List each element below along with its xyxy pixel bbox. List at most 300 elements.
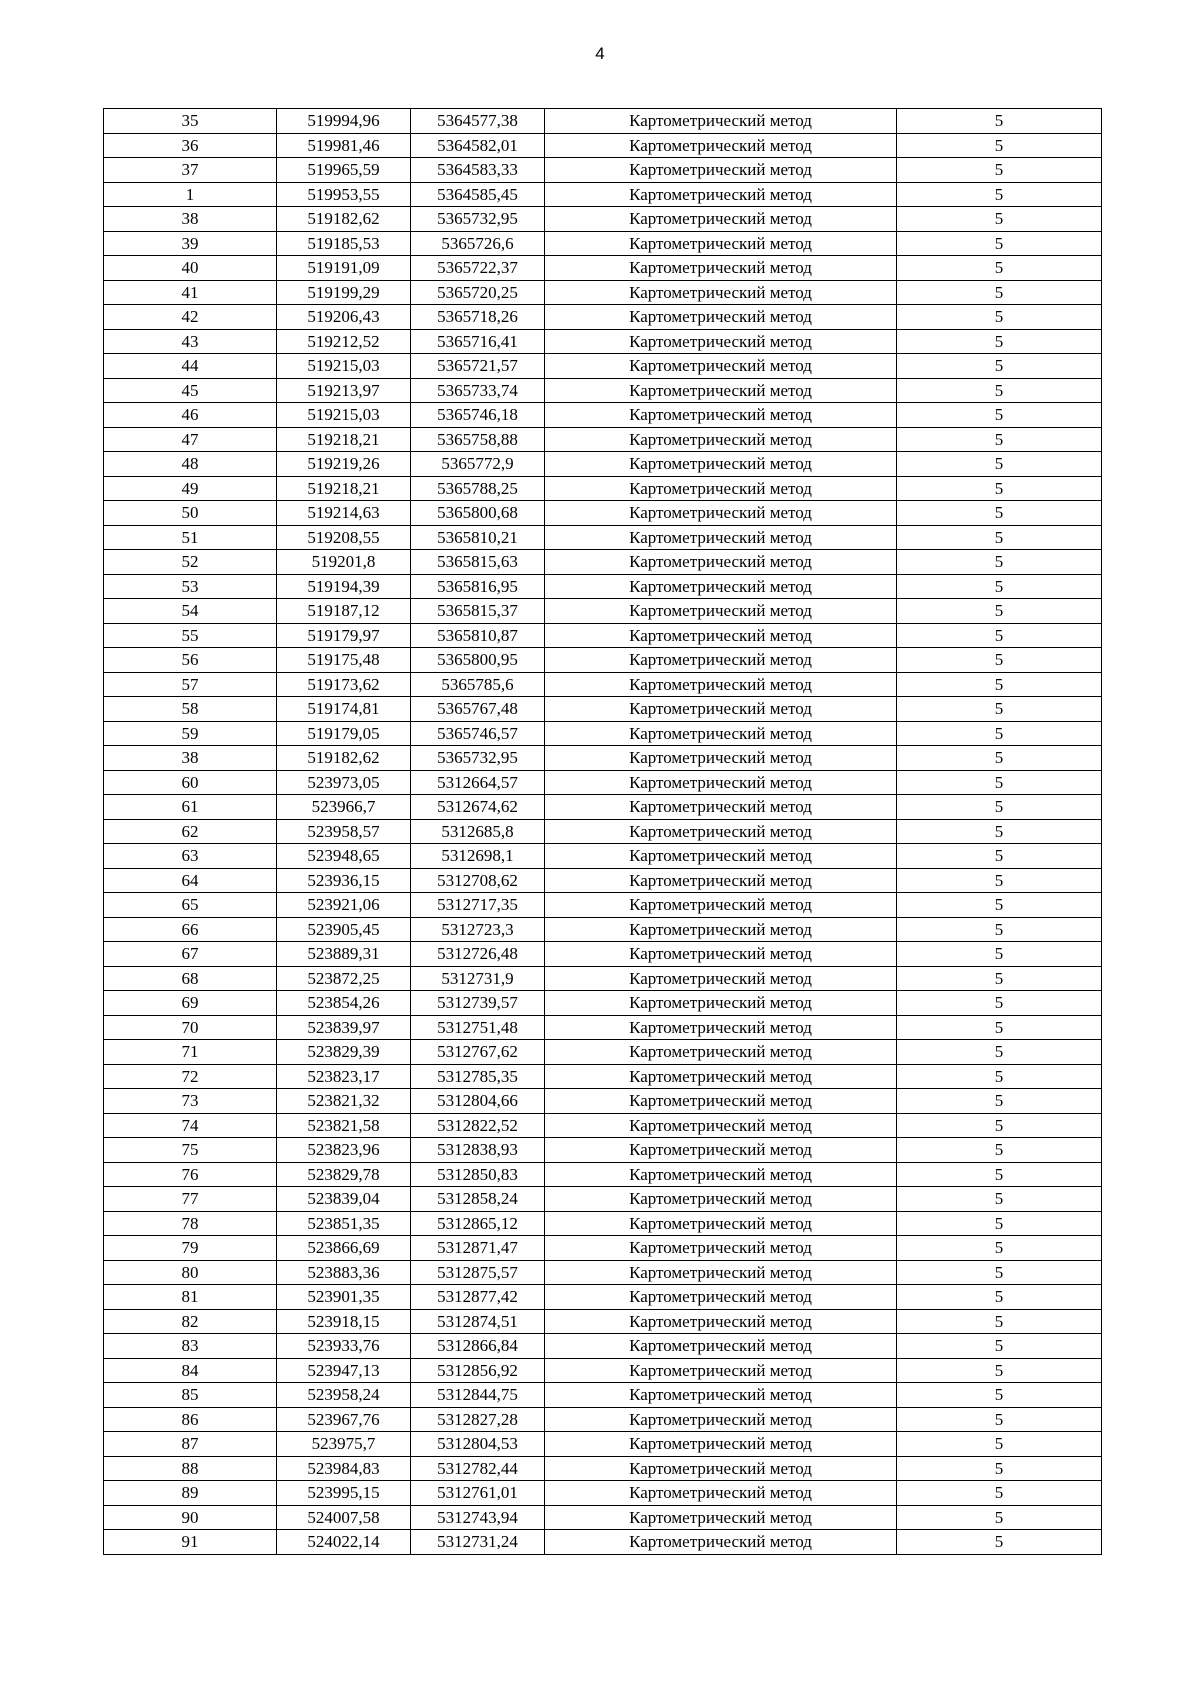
y-coordinate-cell: 5312785,35: [411, 1064, 545, 1089]
table-row: [104, 109, 1102, 134]
point-number-cell: 50: [104, 501, 277, 526]
y-coordinate-cell: 5312761,01: [411, 1481, 545, 1506]
method-cell: Картометрический метод: [545, 403, 897, 428]
method-cell: Картометрический метод: [545, 1530, 897, 1555]
accuracy-cell: 5: [897, 1211, 1102, 1236]
method-cell: Картометрический метод: [545, 1334, 897, 1359]
y-coordinate-cell: 5365800,95: [411, 648, 545, 673]
y-coordinate-cell: 5312866,84: [411, 1334, 545, 1359]
point-number-cell: 49: [104, 476, 277, 501]
point-number-cell: 74: [104, 1113, 277, 1138]
y-coordinate-cell: 5312731,9: [411, 966, 545, 991]
point-number-cell: 88: [104, 1456, 277, 1481]
method-cell: Картометрический метод: [545, 452, 897, 477]
method-cell: Картометрический метод: [545, 770, 897, 795]
table-row: [104, 207, 1102, 232]
x-coordinate-cell: 523933,76: [277, 1334, 411, 1359]
point-number-cell: 69: [104, 991, 277, 1016]
point-number-cell: 91: [104, 1530, 277, 1555]
method-cell: Картометрический метод: [545, 942, 897, 967]
accuracy-cell: 5: [897, 672, 1102, 697]
x-coordinate-cell: 519208,55: [277, 525, 411, 550]
method-cell: Картометрический метод: [545, 599, 897, 624]
table-row: [104, 1211, 1102, 1236]
x-coordinate-cell: 523851,35: [277, 1211, 411, 1236]
accuracy-cell: 5: [897, 1456, 1102, 1481]
method-cell: Картометрический метод: [545, 795, 897, 820]
table-row: [104, 1015, 1102, 1040]
method-cell: Картометрический метод: [545, 917, 897, 942]
table-row: [104, 893, 1102, 918]
y-coordinate-cell: 5312698,1: [411, 844, 545, 869]
x-coordinate-cell: 523866,69: [277, 1236, 411, 1261]
method-cell: Картометрический метод: [545, 501, 897, 526]
accuracy-cell: 5: [897, 1505, 1102, 1530]
accuracy-cell: 5: [897, 721, 1102, 746]
method-cell: Картометрический метод: [545, 1064, 897, 1089]
table-row: [104, 158, 1102, 183]
y-coordinate-cell: 5312827,28: [411, 1407, 545, 1432]
x-coordinate-cell: 523883,36: [277, 1260, 411, 1285]
method-cell: Картометрический метод: [545, 158, 897, 183]
point-number-cell: 57: [104, 672, 277, 697]
x-coordinate-cell: 523872,25: [277, 966, 411, 991]
point-number-cell: 56: [104, 648, 277, 673]
point-number-cell: 78: [104, 1211, 277, 1236]
accuracy-cell: 5: [897, 1432, 1102, 1457]
x-coordinate-cell: 519175,48: [277, 648, 411, 673]
y-coordinate-cell: 5365816,95: [411, 574, 545, 599]
table-row: [104, 795, 1102, 820]
point-number-cell: 53: [104, 574, 277, 599]
table-row: [104, 770, 1102, 795]
point-number-cell: 68: [104, 966, 277, 991]
table-row: [104, 844, 1102, 869]
table-row: [104, 1285, 1102, 1310]
method-cell: Картометрический метод: [545, 329, 897, 354]
table-row: [104, 1260, 1102, 1285]
point-number-cell: 51: [104, 525, 277, 550]
method-cell: Картометрический метод: [545, 1285, 897, 1310]
method-cell: Картометрический метод: [545, 427, 897, 452]
x-coordinate-cell: 519953,55: [277, 182, 411, 207]
point-number-cell: 70: [104, 1015, 277, 1040]
x-coordinate-cell: 519187,12: [277, 599, 411, 624]
point-number-cell: 80: [104, 1260, 277, 1285]
table-row: [104, 182, 1102, 207]
table-row: [104, 476, 1102, 501]
point-number-cell: 59: [104, 721, 277, 746]
table-row: [104, 648, 1102, 673]
x-coordinate-cell: 523821,58: [277, 1113, 411, 1138]
method-cell: Картометрический метод: [545, 1089, 897, 1114]
accuracy-cell: 5: [897, 746, 1102, 771]
point-number-cell: 45: [104, 378, 277, 403]
x-coordinate-cell: 519214,63: [277, 501, 411, 526]
y-coordinate-cell: 5364577,38: [411, 109, 545, 134]
accuracy-cell: 5: [897, 476, 1102, 501]
point-number-cell: 81: [104, 1285, 277, 1310]
method-cell: Картометрический метод: [545, 1211, 897, 1236]
table-row: [104, 427, 1102, 452]
y-coordinate-cell: 5312850,83: [411, 1162, 545, 1187]
method-cell: Картометрический метод: [545, 844, 897, 869]
table-row: [104, 1113, 1102, 1138]
accuracy-cell: 5: [897, 452, 1102, 477]
y-coordinate-cell: 5312751,48: [411, 1015, 545, 1040]
y-coordinate-cell: 5312685,8: [411, 819, 545, 844]
method-cell: Картометрический метод: [545, 1432, 897, 1457]
table-row: [104, 1481, 1102, 1506]
point-number-cell: 54: [104, 599, 277, 624]
x-coordinate-cell: 523829,39: [277, 1040, 411, 1065]
method-cell: Картометрический метод: [545, 1113, 897, 1138]
method-cell: Картометрический метод: [545, 819, 897, 844]
point-number-cell: 71: [104, 1040, 277, 1065]
x-coordinate-cell: 523975,7: [277, 1432, 411, 1457]
table-row: [104, 623, 1102, 648]
method-cell: Картометрический метод: [545, 476, 897, 501]
point-number-cell: 84: [104, 1358, 277, 1383]
accuracy-cell: 5: [897, 966, 1102, 991]
x-coordinate-cell: 519174,81: [277, 697, 411, 722]
method-cell: Картометрический метод: [545, 1260, 897, 1285]
table-row: [104, 868, 1102, 893]
x-coordinate-cell: 519191,09: [277, 256, 411, 281]
accuracy-cell: 5: [897, 256, 1102, 281]
x-coordinate-cell: 523936,15: [277, 868, 411, 893]
y-coordinate-cell: 5312708,62: [411, 868, 545, 893]
point-number-cell: 35: [104, 109, 277, 134]
point-number-cell: 61: [104, 795, 277, 820]
point-number-cell: 41: [104, 280, 277, 305]
accuracy-cell: 5: [897, 1530, 1102, 1555]
y-coordinate-cell: 5312717,35: [411, 893, 545, 918]
accuracy-cell: 5: [897, 158, 1102, 183]
y-coordinate-cell: 5312877,42: [411, 1285, 545, 1310]
table-row: [104, 1309, 1102, 1334]
table-row: [104, 1456, 1102, 1481]
table-row: [104, 599, 1102, 624]
point-number-cell: 55: [104, 623, 277, 648]
accuracy-cell: 5: [897, 231, 1102, 256]
point-number-cell: 85: [104, 1383, 277, 1408]
point-number-cell: 38: [104, 207, 277, 232]
point-number-cell: 48: [104, 452, 277, 477]
point-number-cell: 82: [104, 1309, 277, 1334]
point-number-cell: 58: [104, 697, 277, 722]
accuracy-cell: 5: [897, 1285, 1102, 1310]
point-number-cell: 76: [104, 1162, 277, 1187]
accuracy-cell: 5: [897, 378, 1102, 403]
method-cell: Картометрический метод: [545, 231, 897, 256]
method-cell: Картометрический метод: [545, 623, 897, 648]
method-cell: Картометрический метод: [545, 1505, 897, 1530]
x-coordinate-cell: 523918,15: [277, 1309, 411, 1334]
y-coordinate-cell: 5312804,66: [411, 1089, 545, 1114]
point-number-cell: 47: [104, 427, 277, 452]
y-coordinate-cell: 5365746,57: [411, 721, 545, 746]
x-coordinate-cell: 523958,24: [277, 1383, 411, 1408]
table-row: [104, 672, 1102, 697]
method-cell: Картометрический метод: [545, 746, 897, 771]
x-coordinate-cell: 523966,7: [277, 795, 411, 820]
accuracy-cell: 5: [897, 501, 1102, 526]
y-coordinate-cell: 5364583,33: [411, 158, 545, 183]
method-cell: Картометрический метод: [545, 1015, 897, 1040]
table-row: [104, 746, 1102, 771]
accuracy-cell: 5: [897, 697, 1102, 722]
point-number-cell: 46: [104, 403, 277, 428]
point-number-cell: 65: [104, 893, 277, 918]
accuracy-cell: 5: [897, 623, 1102, 648]
y-coordinate-cell: 5365758,88: [411, 427, 545, 452]
accuracy-cell: 5: [897, 207, 1102, 232]
method-cell: Картометрический метод: [545, 133, 897, 158]
point-number-cell: 1: [104, 182, 277, 207]
accuracy-cell: 5: [897, 525, 1102, 550]
accuracy-cell: 5: [897, 133, 1102, 158]
method-cell: Картометрический метод: [545, 1236, 897, 1261]
point-number-cell: 40: [104, 256, 277, 281]
accuracy-cell: 5: [897, 1015, 1102, 1040]
x-coordinate-cell: 519206,43: [277, 305, 411, 330]
point-number-cell: 77: [104, 1187, 277, 1212]
x-coordinate-cell: 519994,96: [277, 109, 411, 134]
x-coordinate-cell: 519212,52: [277, 329, 411, 354]
y-coordinate-cell: 5312767,62: [411, 1040, 545, 1065]
table-row: [104, 550, 1102, 575]
accuracy-cell: 5: [897, 329, 1102, 354]
x-coordinate-cell: 519185,53: [277, 231, 411, 256]
accuracy-cell: 5: [897, 770, 1102, 795]
method-cell: Картометрический метод: [545, 1162, 897, 1187]
x-coordinate-cell: 519194,39: [277, 574, 411, 599]
table-row: [104, 501, 1102, 526]
y-coordinate-cell: 5312743,94: [411, 1505, 545, 1530]
table-row: [104, 1530, 1102, 1555]
method-cell: Картометрический метод: [545, 893, 897, 918]
point-number-cell: 37: [104, 158, 277, 183]
table-row: [104, 1236, 1102, 1261]
method-cell: Картометрический метод: [545, 305, 897, 330]
point-number-cell: 87: [104, 1432, 277, 1457]
x-coordinate-cell: 519215,03: [277, 354, 411, 379]
table-row: [104, 378, 1102, 403]
accuracy-cell: 5: [897, 427, 1102, 452]
method-cell: Картометрический метод: [545, 109, 897, 134]
table-row: [104, 280, 1102, 305]
method-cell: Картометрический метод: [545, 697, 897, 722]
point-number-cell: 73: [104, 1089, 277, 1114]
y-coordinate-cell: 5365800,68: [411, 501, 545, 526]
y-coordinate-cell: 5365732,95: [411, 746, 545, 771]
y-coordinate-cell: 5365726,6: [411, 231, 545, 256]
point-number-cell: 66: [104, 917, 277, 942]
y-coordinate-cell: 5312731,24: [411, 1530, 545, 1555]
table-row: [104, 819, 1102, 844]
x-coordinate-cell: 523947,13: [277, 1358, 411, 1383]
method-cell: Картометрический метод: [545, 966, 897, 991]
table-row: [104, 574, 1102, 599]
x-coordinate-cell: 519218,21: [277, 427, 411, 452]
accuracy-cell: 5: [897, 1040, 1102, 1065]
accuracy-cell: 5: [897, 574, 1102, 599]
point-number-cell: 38: [104, 746, 277, 771]
y-coordinate-cell: 5312844,75: [411, 1383, 545, 1408]
accuracy-cell: 5: [897, 1383, 1102, 1408]
accuracy-cell: 5: [897, 1309, 1102, 1334]
y-coordinate-cell: 5365772,9: [411, 452, 545, 477]
method-cell: Картометрический метод: [545, 1383, 897, 1408]
accuracy-cell: 5: [897, 280, 1102, 305]
accuracy-cell: 5: [897, 1236, 1102, 1261]
point-number-cell: 79: [104, 1236, 277, 1261]
accuracy-cell: 5: [897, 550, 1102, 575]
y-coordinate-cell: 5365718,26: [411, 305, 545, 330]
point-number-cell: 64: [104, 868, 277, 893]
method-cell: Картометрический метод: [545, 280, 897, 305]
y-coordinate-cell: 5365722,37: [411, 256, 545, 281]
table-row: [104, 917, 1102, 942]
y-coordinate-cell: 5312804,53: [411, 1432, 545, 1457]
x-coordinate-cell: 523995,15: [277, 1481, 411, 1506]
accuracy-cell: 5: [897, 182, 1102, 207]
y-coordinate-cell: 5312858,24: [411, 1187, 545, 1212]
table-row: [104, 991, 1102, 1016]
y-coordinate-cell: 5312674,62: [411, 795, 545, 820]
y-coordinate-cell: 5365721,57: [411, 354, 545, 379]
x-coordinate-cell: 519201,8: [277, 550, 411, 575]
accuracy-cell: 5: [897, 991, 1102, 1016]
table-row: [104, 1334, 1102, 1359]
accuracy-cell: 5: [897, 403, 1102, 428]
y-coordinate-cell: 5365746,18: [411, 403, 545, 428]
table-row: [104, 1432, 1102, 1457]
accuracy-cell: 5: [897, 1358, 1102, 1383]
point-number-cell: 43: [104, 329, 277, 354]
x-coordinate-cell: 519173,62: [277, 672, 411, 697]
table-row: [104, 942, 1102, 967]
y-coordinate-cell: 5365810,21: [411, 525, 545, 550]
table-row: [104, 697, 1102, 722]
accuracy-cell: 5: [897, 1089, 1102, 1114]
y-coordinate-cell: 5365815,63: [411, 550, 545, 575]
method-cell: Картометрический метод: [545, 1456, 897, 1481]
x-coordinate-cell: 523839,97: [277, 1015, 411, 1040]
coordinates-table-body: [104, 109, 1102, 1555]
accuracy-cell: 5: [897, 1481, 1102, 1506]
x-coordinate-cell: 519219,26: [277, 452, 411, 477]
x-coordinate-cell: 523854,26: [277, 991, 411, 1016]
method-cell: Картометрический метод: [545, 991, 897, 1016]
x-coordinate-cell: 523889,31: [277, 942, 411, 967]
point-number-cell: 44: [104, 354, 277, 379]
method-cell: Картометрический метод: [545, 672, 897, 697]
table-row: [104, 452, 1102, 477]
table-row: [104, 354, 1102, 379]
table-row: [104, 1064, 1102, 1089]
x-coordinate-cell: 523839,04: [277, 1187, 411, 1212]
y-coordinate-cell: 5312822,52: [411, 1113, 545, 1138]
y-coordinate-cell: 5365785,6: [411, 672, 545, 697]
point-number-cell: 36: [104, 133, 277, 158]
x-coordinate-cell: 519199,29: [277, 280, 411, 305]
table-row: [104, 403, 1102, 428]
table-row: [104, 1089, 1102, 1114]
accuracy-cell: 5: [897, 1064, 1102, 1089]
table-row: [104, 1358, 1102, 1383]
y-coordinate-cell: 5312875,57: [411, 1260, 545, 1285]
method-cell: Картометрический метод: [545, 550, 897, 575]
point-number-cell: 62: [104, 819, 277, 844]
method-cell: Картометрический метод: [545, 1481, 897, 1506]
coordinates-table: [103, 108, 1102, 1555]
y-coordinate-cell: 5365810,87: [411, 623, 545, 648]
point-number-cell: 60: [104, 770, 277, 795]
x-coordinate-cell: 519218,21: [277, 476, 411, 501]
accuracy-cell: 5: [897, 795, 1102, 820]
y-coordinate-cell: 5312664,57: [411, 770, 545, 795]
method-cell: Картометрический метод: [545, 182, 897, 207]
method-cell: Картометрический метод: [545, 721, 897, 746]
x-coordinate-cell: 523821,32: [277, 1089, 411, 1114]
accuracy-cell: 5: [897, 648, 1102, 673]
accuracy-cell: 5: [897, 305, 1102, 330]
point-number-cell: 63: [104, 844, 277, 869]
y-coordinate-cell: 5312782,44: [411, 1456, 545, 1481]
x-coordinate-cell: 523829,78: [277, 1162, 411, 1187]
method-cell: Картометрический метод: [545, 525, 897, 550]
point-number-cell: 83: [104, 1334, 277, 1359]
method-cell: Картометрический метод: [545, 1187, 897, 1212]
table-row: [104, 525, 1102, 550]
method-cell: Картометрический метод: [545, 354, 897, 379]
table-row: [104, 721, 1102, 746]
accuracy-cell: 5: [897, 868, 1102, 893]
method-cell: Картометрический метод: [545, 574, 897, 599]
method-cell: Картометрический метод: [545, 1138, 897, 1163]
point-number-cell: 39: [104, 231, 277, 256]
x-coordinate-cell: 523948,65: [277, 844, 411, 869]
x-coordinate-cell: 523973,05: [277, 770, 411, 795]
point-number-cell: 67: [104, 942, 277, 967]
accuracy-cell: 5: [897, 942, 1102, 967]
x-coordinate-cell: 523901,35: [277, 1285, 411, 1310]
table-row: [104, 1162, 1102, 1187]
table-row: [104, 1187, 1102, 1212]
y-coordinate-cell: 5365767,48: [411, 697, 545, 722]
x-coordinate-cell: 524022,14: [277, 1530, 411, 1555]
point-number-cell: 52: [104, 550, 277, 575]
x-coordinate-cell: 523984,83: [277, 1456, 411, 1481]
method-cell: Картометрический метод: [545, 1407, 897, 1432]
x-coordinate-cell: 519213,97: [277, 378, 411, 403]
accuracy-cell: 5: [897, 109, 1102, 134]
point-number-cell: 72: [104, 1064, 277, 1089]
x-coordinate-cell: 519215,03: [277, 403, 411, 428]
method-cell: Картометрический метод: [545, 256, 897, 281]
table-row: [104, 1040, 1102, 1065]
y-coordinate-cell: 5365732,95: [411, 207, 545, 232]
y-coordinate-cell: 5312856,92: [411, 1358, 545, 1383]
table-row: [104, 133, 1102, 158]
accuracy-cell: 5: [897, 893, 1102, 918]
table-row: [104, 1505, 1102, 1530]
y-coordinate-cell: 5365716,41: [411, 329, 545, 354]
y-coordinate-cell: 5365720,25: [411, 280, 545, 305]
table-row: [104, 1138, 1102, 1163]
